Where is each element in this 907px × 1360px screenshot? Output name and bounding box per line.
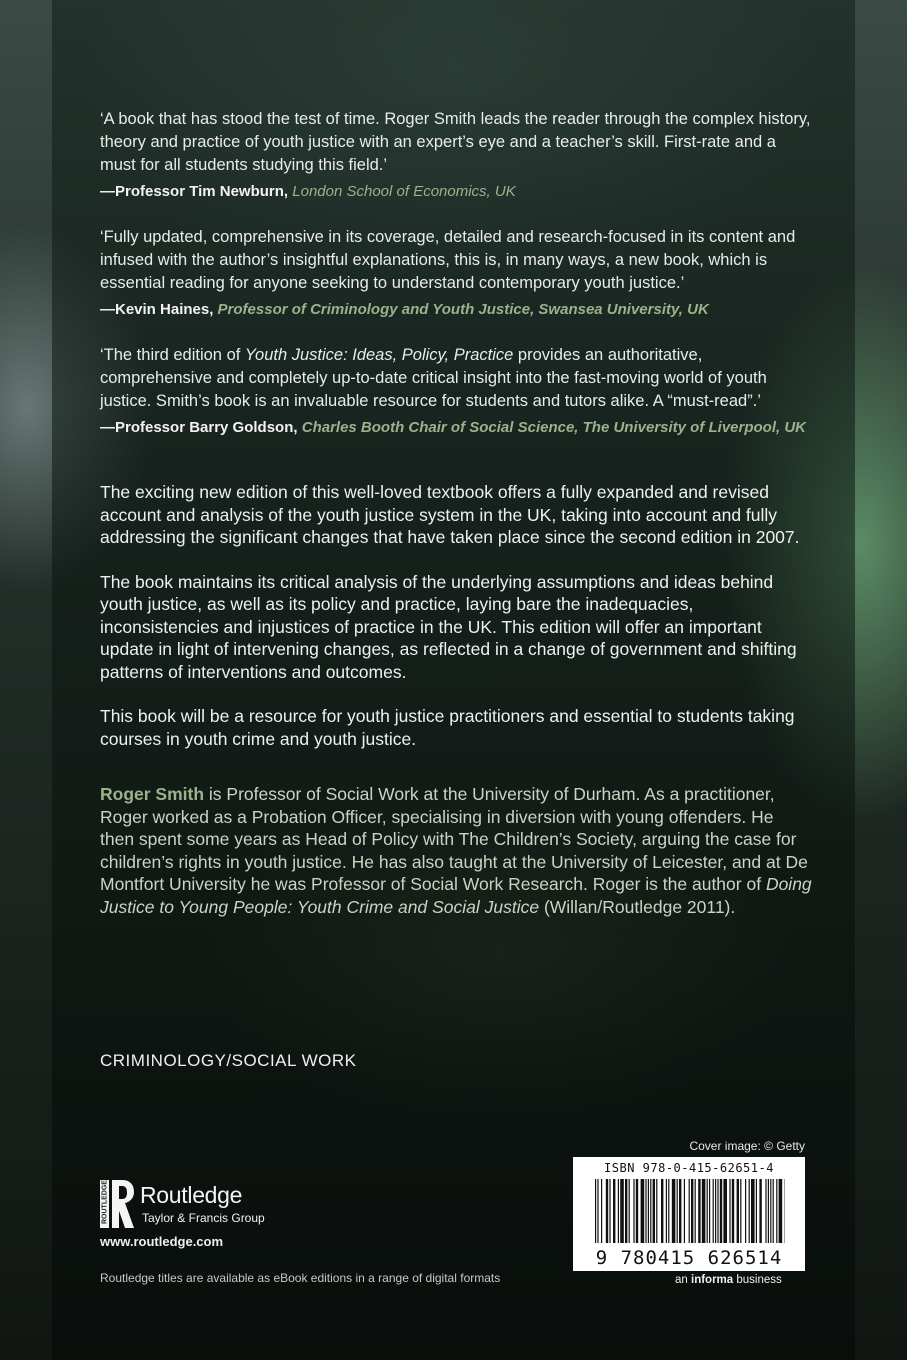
barcode-bar (606, 1179, 608, 1243)
barcode-bar (737, 1179, 739, 1243)
barcode-bar (645, 1179, 646, 1243)
informa-business (675, 1274, 782, 1286)
isbn-digits: 9 780415 626514 (595, 1247, 783, 1269)
publisher-name: Routledge (140, 1182, 243, 1208)
quote-affiliation: Charles Booth Chair of Social Science, The University of Liverpool, UK (301, 419, 807, 436)
barcode-bar (740, 1179, 741, 1243)
isbn-label: ISBN 978-0-415-62651-4 (604, 1161, 774, 1175)
barcode-bar (677, 1179, 678, 1243)
quote-author: —Professor Tim Newburn, (100, 183, 289, 200)
bio-text-after: (Willan/Routledge 2011). (539, 896, 736, 917)
barcode-bar (768, 1179, 769, 1243)
cover-image-credit: Cover image: © Getty (689, 1139, 805, 1153)
barcode-bar (720, 1179, 722, 1243)
bio-text: is Professor of Social Work at the University of Durham. As a practitioner, Roger worked as a Probation Officer, specialising in diversion with young offenders. He then spent some years as Head of Policy with The Children’s Society, arguing the case for children’s rights in youth justice. He has also taught at the University of Leicester, and at De Montfort University he was Professor of Social Work Research. Roger is the author of (100, 784, 808, 894)
barcode-bar (650, 1179, 651, 1243)
author-bio (100, 783, 812, 918)
barcode-bar (684, 1179, 685, 1243)
barcode-bar (601, 1179, 602, 1243)
back-cover-content (100, 108, 812, 918)
barcode-bar (629, 1179, 630, 1243)
barcode-bar (636, 1179, 638, 1243)
barcode-bar (689, 1179, 690, 1243)
barcode-bar (773, 1179, 774, 1243)
routledge-logo (100, 1178, 300, 1230)
barcode-bar (756, 1179, 757, 1243)
barcode-bar (745, 1179, 746, 1243)
barcode-bar (702, 1179, 706, 1243)
barcode-bar (779, 1179, 783, 1243)
quote-haines (100, 226, 812, 321)
barcode-bar (713, 1179, 714, 1243)
barcode-bar (759, 1179, 761, 1243)
informa-prefix: an (675, 1274, 691, 1286)
barcode-bar (723, 1179, 727, 1243)
quote-text-before: ‘The third edition of (100, 346, 245, 364)
barcode-bar (666, 1179, 667, 1243)
informa-suffix: business (733, 1274, 782, 1286)
barcode-bar (709, 1179, 710, 1243)
barcode-bar (648, 1179, 649, 1243)
description-paragraph-1: The exciting new edition of this well-loved textbook offers a fully expanded and revised account and analysis of the youth justice system in the UK, taking into account and fully addressing the significant changes that have taken place since the second edition in 2007. (100, 482, 800, 547)
quote-goldson (100, 344, 812, 439)
barcode-bar (695, 1179, 696, 1243)
publisher-website[interactable]: www.routledge.com (100, 1234, 224, 1249)
quote-text: ‘A book that has stood the test of time. Roger Smith leads the reader through the complex history, theory and practice of youth justice with an expert’s eye and a teacher’s skill. First-rate and a must for all students studying this field.’ (100, 110, 811, 174)
quote-author: —Professor Barry Goldson, (100, 419, 298, 436)
barcode-bar (776, 1179, 777, 1243)
barcode-bar (729, 1179, 730, 1243)
barcode-bar (609, 1179, 610, 1243)
quote-text-after: provides an authoritative, comprehensive and completely up-to-date critical insight into the fast-moving world of youth justice. Smith’s book is an invaluable resource for students and tutors alike. A “must-read”.’ (100, 346, 767, 410)
barcode-bar (625, 1179, 627, 1243)
quote-attribution (100, 417, 812, 439)
barcode-bar (715, 1179, 716, 1243)
author-name: Roger Smith (100, 784, 205, 804)
barcode-bar (620, 1179, 624, 1243)
informa-brand: informa (691, 1274, 734, 1286)
barcode-bar (653, 1179, 655, 1243)
quote-author: —Kevin Haines, (100, 301, 214, 318)
logo-mark-text: ROUTLEDGE (101, 1180, 109, 1224)
barcode-bars (595, 1179, 785, 1243)
barcode-bar (613, 1179, 615, 1243)
barcode-bar (618, 1179, 619, 1243)
barcode-bar (732, 1179, 734, 1243)
publisher-group: Taylor & Francis Group (142, 1211, 265, 1225)
description-paragraph-2: The book maintains its critical analysis of the underlying assumptions and ideas behind youth justice, as well as its policy and practice, laying bare the inadequacies, inconsistencies and injustices of practice in the UK. This edition will offer an important update in light of intervening changes, as reflected in a change of government and shifting patterns of interventions and outcomes. (100, 571, 797, 682)
quote-text: ‘Fully updated, comprehensive in its coverage, detailed and research-focused in its content and infused with the author’s insightful explanations, this is, in many ways, a new book, which is essential reading for anyone seeking to understand contemporary youth justice.’ (100, 228, 796, 292)
subject-category: CRIMINOLOGY/SOCIAL WORK (100, 1051, 357, 1070)
ebook-note: Routledge titles are available as eBook editions in a range of digital formats (100, 1271, 501, 1285)
bio-book-title: Doing Justice to Young People: Youth Crime and Social Justice (100, 874, 812, 917)
barcode-bar (641, 1179, 645, 1243)
barcode-bar (668, 1179, 669, 1243)
quote-attribution (100, 181, 812, 203)
barcode-bar (633, 1179, 634, 1243)
barcode-bar (751, 1179, 755, 1243)
barcode-bar (691, 1179, 693, 1243)
barcode-bar (679, 1179, 681, 1243)
barcode-bar (656, 1179, 657, 1243)
barcode-bar (672, 1179, 676, 1243)
description-paragraph-3: This book will be a resource for youth justice practitioners and essential to students taking courses in youth crime and youth justice. (100, 706, 795, 749)
barcode-bar (749, 1179, 750, 1243)
quote-attribution (100, 299, 812, 321)
quote-book-title: Youth Justice: Ideas, Policy, Practice (244, 346, 514, 364)
quote-affiliation: London School of Economics, UK (292, 183, 516, 200)
barcode-bar (698, 1179, 700, 1243)
barcode-bar (661, 1179, 663, 1243)
isbn-barcode (573, 1157, 805, 1271)
quote-text (100, 344, 812, 413)
quote-newburn (100, 108, 812, 203)
barcode-bar (595, 1179, 596, 1243)
barcode-bar (717, 1179, 718, 1243)
barcode-bar (707, 1179, 708, 1243)
barcode-bar (770, 1179, 771, 1243)
routledge-r-icon (100, 1178, 136, 1230)
quote-affiliation: Professor of Criminology and Youth Justice, Swansea University, UK (217, 301, 709, 318)
barcode-bar (597, 1179, 598, 1243)
barcode-bar (765, 1179, 766, 1243)
